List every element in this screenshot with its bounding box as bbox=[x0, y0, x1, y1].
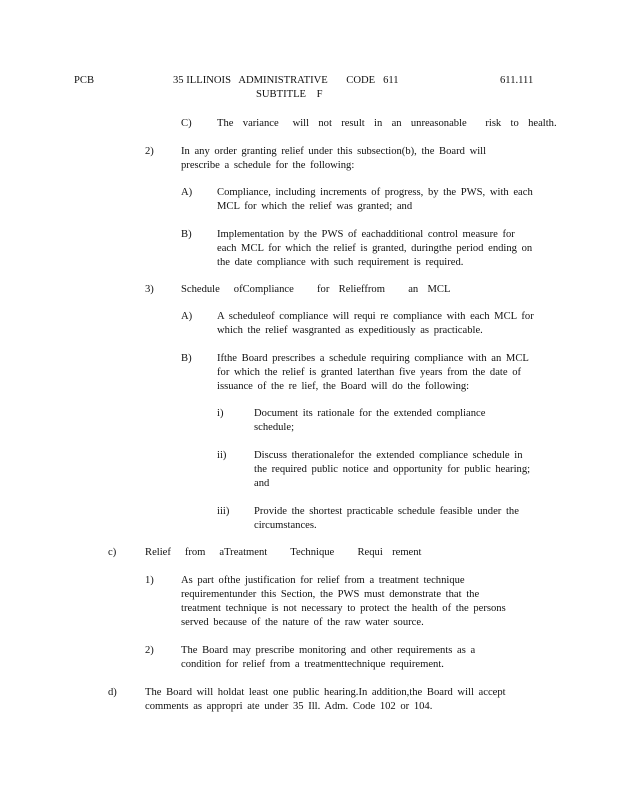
item-label: B) bbox=[181, 353, 192, 364]
item-label: iii) bbox=[217, 506, 230, 517]
header-section-number: 611.111 bbox=[500, 75, 534, 86]
item-text: The Board will holdat least one public hearing.In addition,the Board will accept comments as appropri ate under 35 Ill. Adm. Code 102 or 104. bbox=[145, 687, 506, 712]
item-text: Provide the shortest practicable schedule feasible under the circumstances. bbox=[254, 506, 519, 531]
item-label: ii) bbox=[217, 450, 227, 461]
item-label: A) bbox=[181, 311, 193, 322]
item-text: A scheduleof compliance will requi re compliance with each MCL for which the relief wasgranted as expeditiously as practicable. bbox=[217, 311, 534, 336]
item-heading: Relief from aTreatment Technique Requi rement bbox=[145, 547, 422, 558]
item-label: i) bbox=[217, 408, 224, 419]
item-text: The Board may prescribe monitoring and other requirements as a condition for relief from a treatmenttechnique requirement. bbox=[181, 645, 476, 670]
item-text: Ifthe Board prescribes a schedule requiring compliance with an MCL for which the relief is granted laterthan five years from the date of issuance of the re lief, the Board will do the following: bbox=[217, 353, 529, 392]
item-label: B) bbox=[181, 229, 192, 240]
item-label: d) bbox=[108, 687, 117, 698]
item-text: Compliance, including increments of progress, by the PWS, with each MCL for which the relief was granted; and bbox=[217, 187, 533, 212]
header-agency: PCB bbox=[74, 75, 95, 86]
item-heading: Schedule ofCompliance for Relieffrom an MCL bbox=[181, 284, 451, 295]
item-label: C) bbox=[181, 118, 192, 129]
item-label: 1) bbox=[145, 575, 154, 586]
item-label: 2) bbox=[145, 645, 154, 656]
item-label: c) bbox=[108, 547, 117, 558]
item-text: Discuss therationalefor the extended compliance schedule in the required public notice and opportunity for public hearing; and bbox=[254, 450, 531, 489]
header-subtitle: SUBTITLE F bbox=[256, 89, 323, 100]
item-label: A) bbox=[181, 187, 193, 198]
item-text: Implementation by the PWS of eachadditional control measure for each MCL for which the relief is granted, duringthe period ending on the date compliance with such requirement is required. bbox=[217, 229, 533, 268]
item-text: As part ofthe justification for relief from a treatment technique requirementunder this Section, the PWS must demonstrate that the treatment technique is not necessary to protect the health of the persons served because of the nature of the raw water source. bbox=[181, 575, 506, 628]
item-text: Document its rationale for the extended compliance schedule; bbox=[254, 408, 486, 433]
item-text: The variance will not result in an unreasonable risk to health. bbox=[217, 118, 557, 129]
item-label: 3) bbox=[145, 284, 154, 295]
header-title: 35 ILLINOIS ADMINISTRATIVE CODE 611 bbox=[173, 75, 399, 86]
item-label: 2) bbox=[145, 146, 154, 157]
item-text: In any order granting relief under this subsection(b), the Board will prescribe a schedule for the following: bbox=[181, 146, 487, 171]
